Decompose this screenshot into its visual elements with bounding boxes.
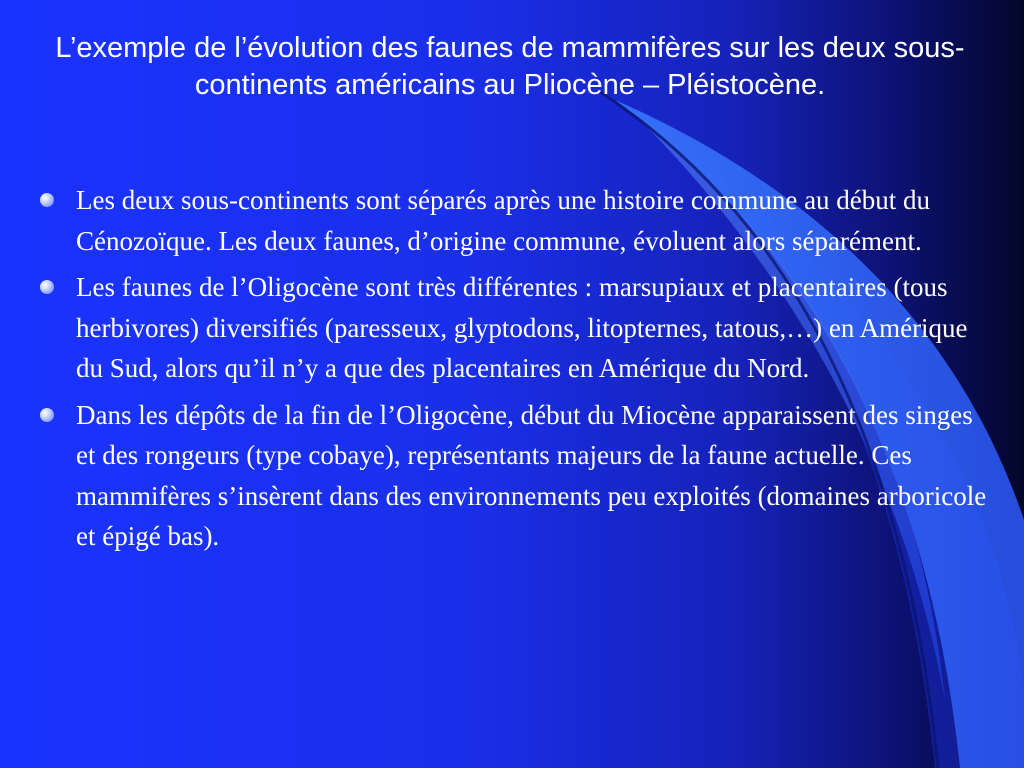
bullet-dot-icon xyxy=(40,408,54,422)
bullet-text: Dans les dépôts de la fin de l’Oligocène, début du Miocène apparaissent des singes et des rongeurs (type cobaye), représentants majeurs de la faune actuelle. Ces mammifères s’insèrent dans des environnements peu exploités (domaines arboricole et épigé bas). xyxy=(76,399,987,551)
bullet-text: Les faunes de l’Oligocène sont très différentes : marsupiaux et placentaires (tous herbivores) diversifiés (paresseux, glyptodons, litopternes, tatous,…) en Amérique du Sud, alors qu’il n’y a que des placentaires en Amérique du Nord. xyxy=(76,272,968,383)
bullet-text: Les deux sous-continents sont séparés après une histoire commune au début du Cénozoïque. Les deux faunes, d’origine commune, évoluent alors séparément. xyxy=(76,185,931,256)
bullet-item xyxy=(36,180,996,261)
bullet-dot-icon xyxy=(40,280,54,294)
bullet-item xyxy=(36,267,996,389)
bullet-list xyxy=(36,180,996,563)
bullet-item xyxy=(36,395,996,557)
slide-title: L’exemple de l’évolution des faunes de mammifères sur les deux sous-continents américains au Pliocène – Pléistocène. xyxy=(55,32,965,101)
bullet-dot-icon xyxy=(40,193,54,207)
